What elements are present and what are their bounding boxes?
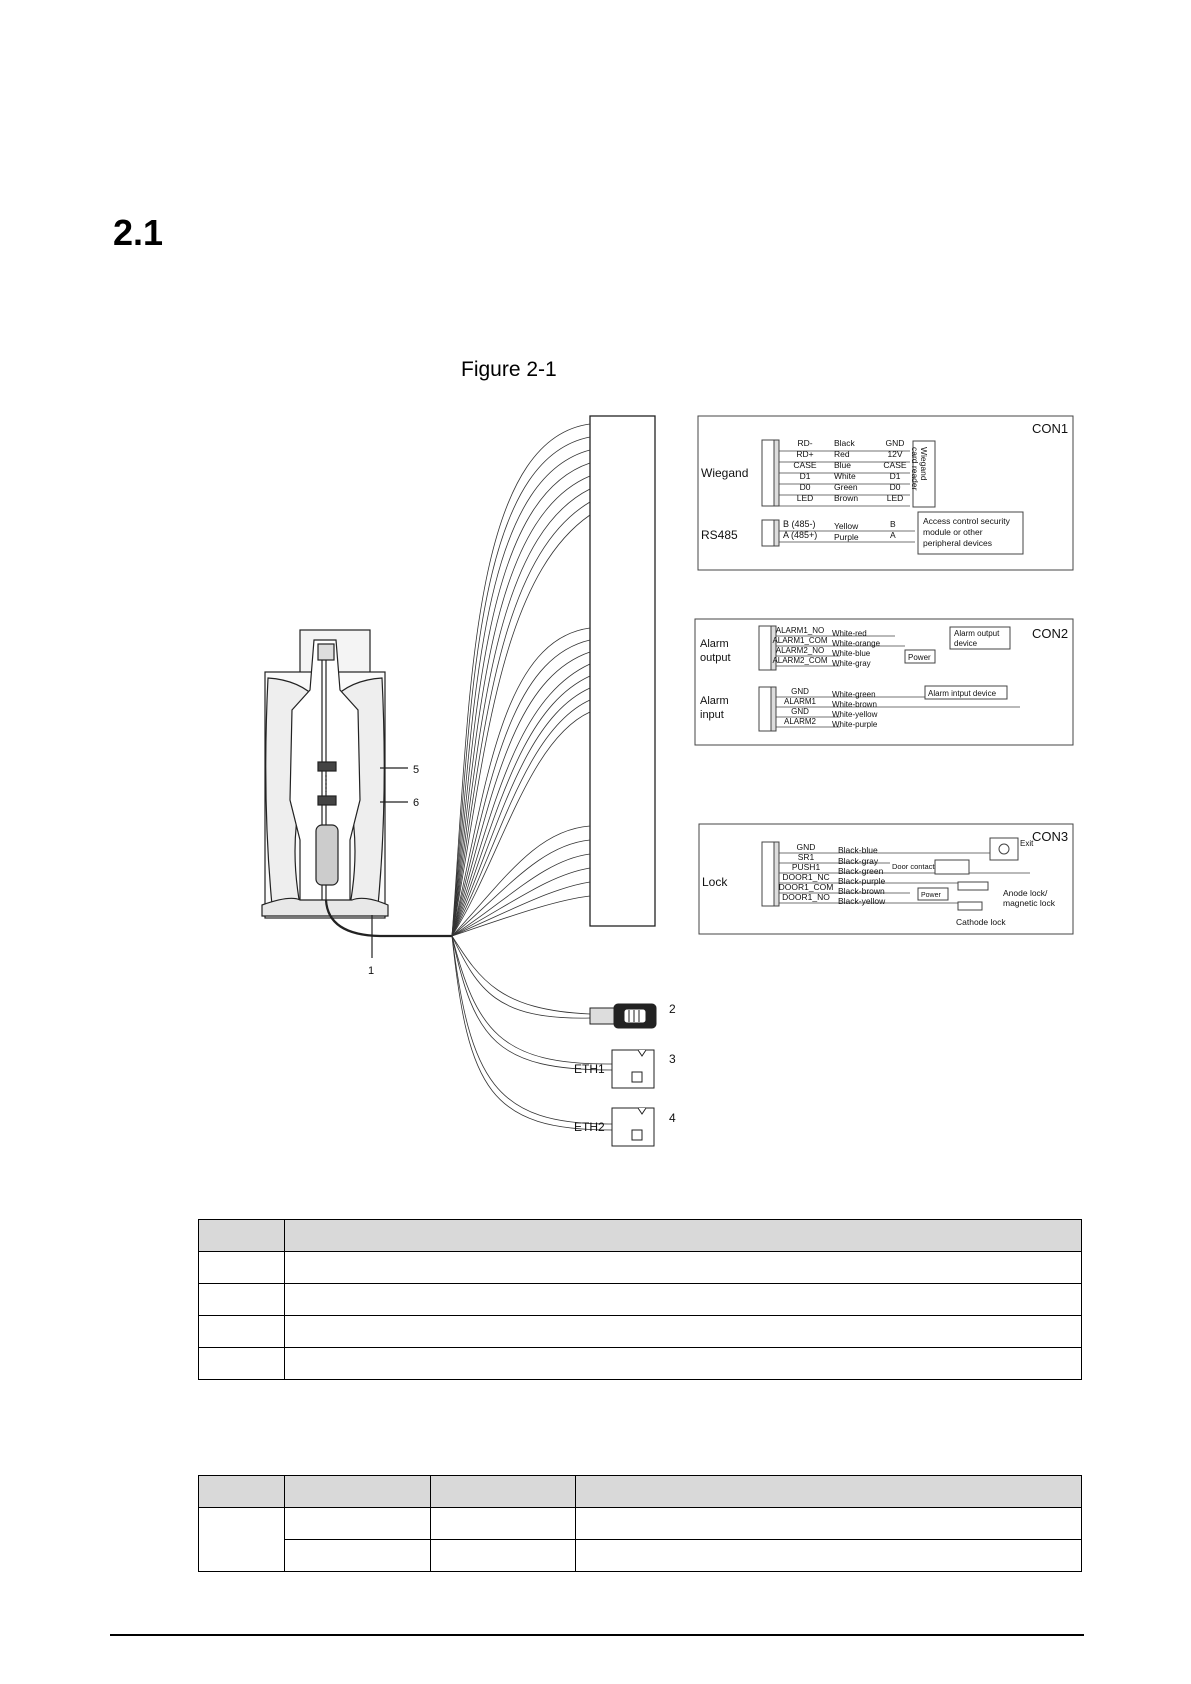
- reader-pin-led: LED: [886, 493, 904, 503]
- rs485-device-label-1: Access control security: [923, 516, 1010, 526]
- lock-label: Lock: [702, 875, 728, 889]
- reader-pin-gnd: GND: [885, 438, 905, 448]
- table-cell: [285, 1284, 1082, 1316]
- lock-pin-gnd: GND: [796, 842, 816, 852]
- alarm1-com-pin: ALARM1_COM: [772, 636, 828, 645]
- table-cell: [199, 1252, 285, 1284]
- reader-pin-d1: D1: [889, 471, 901, 481]
- terminal-block: [590, 416, 655, 926]
- table-row: [199, 1252, 1082, 1284]
- wiegand-color-green: Green: [834, 482, 858, 492]
- table-cell: [431, 1540, 576, 1572]
- wiegand-color-red: Red: [834, 449, 850, 459]
- black-green-wire: Black-green: [838, 866, 884, 876]
- wire-bundle: [452, 424, 612, 1130]
- wiegand-pin-led: LED: [796, 493, 814, 503]
- alarm1-no-pin: ALARM1_NO: [775, 626, 825, 635]
- cathode-lock-label: Cathode lock: [956, 917, 1006, 927]
- alarm2-no-pin: ALARM2_NO: [775, 646, 825, 655]
- lock-pin-push1: PUSH1: [791, 862, 821, 872]
- black-brown-wire: Black-brown: [838, 886, 885, 896]
- alarm2-com-pin: ALARM2_COM: [772, 656, 828, 665]
- table-cell: [431, 1476, 576, 1508]
- white-green-wire: White-green: [832, 690, 876, 699]
- rs485-color-yellow: Yellow: [834, 521, 859, 531]
- con2-panel: [695, 619, 1073, 745]
- table-cell: [576, 1540, 1082, 1572]
- alarm-input-label-2: input: [700, 709, 724, 721]
- table-row: [199, 1348, 1082, 1380]
- rs485-pin-a: A (485+): [783, 530, 818, 540]
- power-connector: [590, 1004, 656, 1028]
- alarm-input-label-1: Alarm: [700, 695, 729, 707]
- alarm-output-label-2: output: [700, 652, 731, 664]
- callout-2: 2: [669, 1002, 676, 1016]
- rs485-device-label-3: peripheral devices: [923, 538, 992, 548]
- table-cell: [576, 1476, 1082, 1508]
- con3-title: CON3: [1032, 829, 1069, 844]
- rs485-pin-b: B (485-): [783, 519, 816, 529]
- section-number: 2.1: [113, 212, 164, 253]
- callout-6: 6: [413, 797, 420, 809]
- table-cell: [285, 1220, 1082, 1252]
- table-cell: [199, 1316, 285, 1348]
- lock-pin-door1-com: DOOR1_COM: [778, 882, 834, 892]
- alarm-input-device: Alarm intput device: [928, 689, 997, 698]
- eth1-connector: [612, 1050, 654, 1088]
- white-blue-wire: White-blue: [832, 649, 871, 658]
- wiegand-pin-rd-minus: RD-: [797, 438, 813, 448]
- eth1-label: ETH1: [574, 1062, 605, 1076]
- table-cell: [285, 1348, 1082, 1380]
- white-purple-wire: White-purple: [832, 720, 878, 729]
- table-row: [199, 1284, 1082, 1316]
- con2-title: CON2: [1032, 626, 1069, 641]
- white-brown-wire: White-brown: [832, 700, 877, 709]
- white-yellow-wire: White-yellow: [832, 710, 878, 719]
- con3-panel: [699, 824, 1073, 934]
- rs485-device-pin-b: B: [890, 519, 896, 529]
- wiegand-color-blue: Blue: [834, 460, 852, 470]
- con1-title: CON1: [1032, 421, 1069, 436]
- wiegand-pin-d1: D1: [799, 471, 811, 481]
- table-1: [198, 1219, 1082, 1380]
- table-cell: [199, 1284, 285, 1316]
- con2-power-label: Power: [908, 653, 931, 662]
- rs485-device-pin-a: A: [890, 530, 896, 540]
- white-orange-wire: White-orange: [832, 639, 881, 648]
- table-2: [198, 1475, 1082, 1572]
- reader-pin-case: CASE: [883, 460, 907, 470]
- alarm-input-gnd2-pin: GND: [791, 707, 809, 716]
- lock-pin-sr1: SR1: [797, 852, 815, 862]
- wiegand-pin-d0: D0: [799, 482, 811, 492]
- alarm-output-label-1: Alarm: [700, 638, 729, 650]
- black-yellow-wire: Black-yellow: [838, 896, 886, 906]
- table-cell: [199, 1508, 285, 1572]
- wiegand-pin-rd-plus: RD+: [796, 449, 814, 459]
- wiegand-label: Wiegand: [701, 466, 749, 480]
- black-blue-wire: Black-blue: [838, 845, 878, 855]
- exit-button-label: Exit: [1020, 839, 1034, 848]
- anode-lock-label-1: Anode lock/: [1003, 888, 1048, 898]
- black-gray-wire: Black-gray: [838, 856, 879, 866]
- table-cell: [285, 1508, 431, 1540]
- table-cell: [431, 1508, 576, 1540]
- anode-lock-label-2: magnetic lock: [1003, 898, 1055, 908]
- alarm2-pin: ALARM2: [783, 717, 817, 726]
- table-2-header-row: [199, 1476, 1082, 1508]
- eth2-label: ETH2: [574, 1120, 605, 1134]
- white-gray-wire: White-gray: [832, 659, 871, 668]
- con1-panel: [698, 416, 1073, 570]
- table-row: [199, 1540, 1082, 1572]
- table-cell: [285, 1476, 431, 1508]
- callout-3: 3: [669, 1052, 676, 1066]
- con3-power-label: Power: [921, 892, 941, 899]
- wiegand-color-white: White: [834, 471, 856, 481]
- rs485-device-label-2: module or other: [923, 527, 983, 537]
- wiegand-color-black: Black: [834, 438, 855, 448]
- reader-pin-12v: 12V: [887, 449, 903, 459]
- alarm-output-device-2: device: [954, 639, 978, 648]
- white-red-wire: White-red: [832, 629, 867, 638]
- lock-pin-door1-no: DOOR1_NO: [782, 892, 830, 902]
- table-cell: [199, 1476, 285, 1508]
- alarm-input-gnd1-pin: GND: [791, 687, 809, 696]
- footer-rule: [110, 1634, 1084, 1636]
- wiegand-color-brown: Brown: [834, 493, 859, 503]
- callout-1: 1: [368, 965, 375, 977]
- table-cell: [199, 1348, 285, 1380]
- lock-pin-door1-nc: DOOR1_NC: [782, 872, 830, 882]
- callout-5: 5: [413, 764, 420, 776]
- device-rear-view: [262, 630, 452, 958]
- callout-4: 4: [669, 1111, 676, 1125]
- rs485-color-purple: Purple: [834, 532, 859, 542]
- reader-pin-d0: D0: [889, 482, 901, 492]
- figure-caption: Figure 2-1: [461, 358, 557, 381]
- card-reader-label-2: card reader: [910, 447, 920, 491]
- wiegand-pin-case: CASE: [793, 460, 817, 470]
- alarm-output-device-1: Alarm output: [954, 629, 1000, 638]
- eth2-connector: [612, 1108, 654, 1146]
- black-purple-wire: Black-purple: [838, 876, 886, 886]
- alarm1-pin: ALARM1: [783, 697, 817, 706]
- card-reader-label-1: Wiegand: [919, 447, 929, 481]
- table-1-header-row: [199, 1220, 1082, 1252]
- door-contact-label: Door contact: [892, 862, 935, 871]
- rs485-label: RS485: [701, 528, 738, 542]
- table-row: [199, 1508, 1082, 1540]
- table-cell: [285, 1540, 431, 1572]
- table-cell: [285, 1252, 1082, 1284]
- table-cell: [576, 1508, 1082, 1540]
- table-cell: [285, 1316, 1082, 1348]
- table-cell: [199, 1220, 285, 1252]
- table-row: [199, 1316, 1082, 1348]
